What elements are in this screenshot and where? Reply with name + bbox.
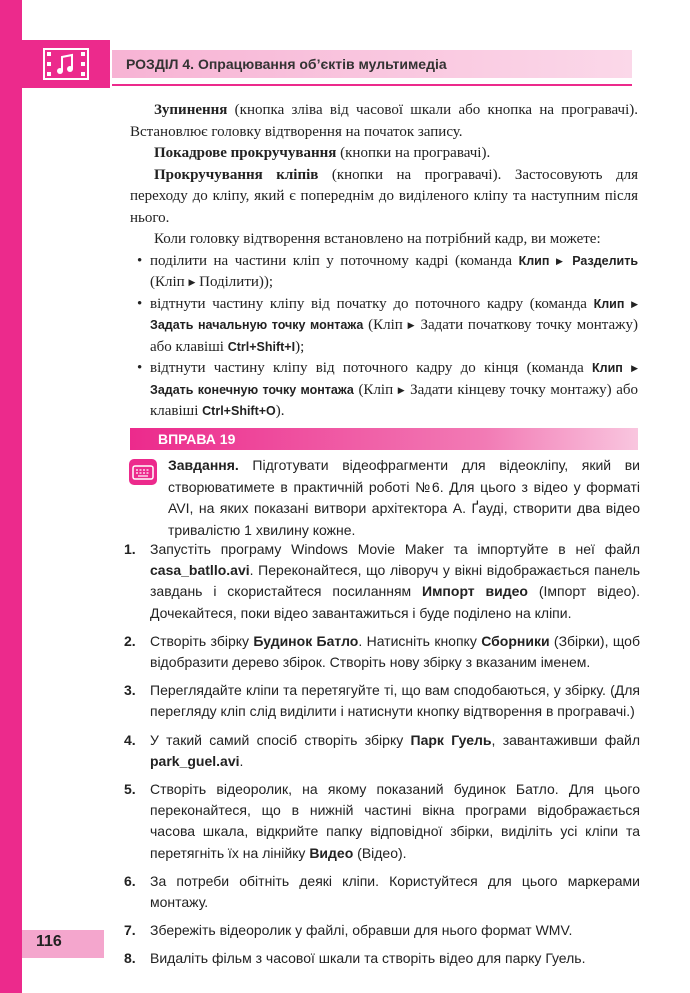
paragraph-frame-step: Покадрове прокручування (кнопки на програвачі). (154, 145, 491, 161)
paragraph-you-can: Коли головку відтворення встановлено на потрібний кадр, ви можете: (154, 231, 601, 247)
film-music-icon (22, 40, 110, 88)
step-item: 1. Запустіть програму Windows Movie Maker та імпортуйте в неї файл casa_batllo.avi. Переконайтеся, що ліворуч у вікні відображається панель завдань і скористайтеся посиланням Импорт видео (Імпорт відео). Дочекайтеся, поки відео завантажиться і буде поділено на кліпи. (124, 541, 640, 621)
page-number-box (22, 930, 104, 958)
intro-text (130, 100, 638, 423)
header-divider (112, 84, 632, 86)
step-item: 6. За потреби обітніть деякі кліпи. Користуйтеся для цього маркерами монтажу. (124, 872, 640, 911)
list-item: • відтнути частину кліпу від поточного кадру до кінця (команда Клип ▶ Задать конечную точку монтажа (Кліп ▶ Задати кінцеву точку монтажу) або клавіші Ctrl+Shift+O). (150, 358, 638, 423)
list-item: • поділити на частини кліп у поточному кадрі (команда Клип ▶ Разделить (Кліп ▶ Поділити)); (150, 251, 638, 294)
step-item: 2. Створіть збірку Будинок Батло. Натисніть кнопку Сборники (Збірки), щоб відобразити дерево збірок. Створіть нову збірку з вказаним іменем. (124, 632, 640, 671)
steps-list (124, 539, 640, 977)
paragraph-clip-scroll: Прокручування кліпів (кнопки на програвачі). Застосовують для переходу до кліпу, який є попереднім до виділеного кліпу та наступним після нього. (130, 166, 638, 226)
step-item: 3. Переглядайте кліпи та перетягуйте ті, що вам сподобаються, у збірку. (Для перегляду кліп слід виділити і натиснути кнопку відтворення в програвачі.) (124, 682, 640, 720)
exercise-title: ВПРАВА 19 (130, 428, 638, 450)
step-item: 7. Збережіть відеоролик у файлі, обравши для нього формат WMV. (124, 922, 573, 939)
list-item: • відтнути частину кліпу від початку до поточного кадру (команда Клип ▶ Задать начальную точку монтажа (Кліп ▶ Задати початкову точку монтажу) або клавіші Ctrl+Shift+I); (150, 294, 638, 359)
actions-list (130, 251, 638, 423)
step-item: 4. У такий самий спосіб створіть збірку Парк Гуель, завантаживши файл park_guel.avi. (124, 731, 640, 769)
chapter-header (22, 40, 634, 102)
paragraph-stop: Зупинення (кнопка зліва від часової шкали або кнопка на програвачі). Встановлює головку відтворення на початок запису. (130, 102, 638, 140)
keyboard-icon (128, 458, 158, 486)
task-description: Завдання. Підготувати відеофрагменти для відеокліпу, який ви створюватимете в практичній роботі №6. Для цього з відео у форматі AVI, на яких показані витвори архітектора А. Ґауді, створити два відео тривалістю 1 хвилину кожне. (168, 457, 640, 538)
page-edge-stripe (0, 0, 22, 993)
step-item: 8. Видаліть фільм з часової шкали та створіть відео для парку Гуель. (124, 950, 586, 967)
step-item: 5. Створіть відеоролик, на якому показаний будинок Батло. Для цього переконайтеся, що в нижній частині вікна програми відображається часова шкала, відкрийте папку відповідної збірки, виділіть усі кліпи та перетягніть їх на лінійку Видео (Відео). (124, 781, 640, 861)
page-number: 116 (36, 933, 62, 950)
chapter-title: РОЗДІЛ 4. Опрацювання об’єктів мультимедіа (112, 50, 632, 78)
